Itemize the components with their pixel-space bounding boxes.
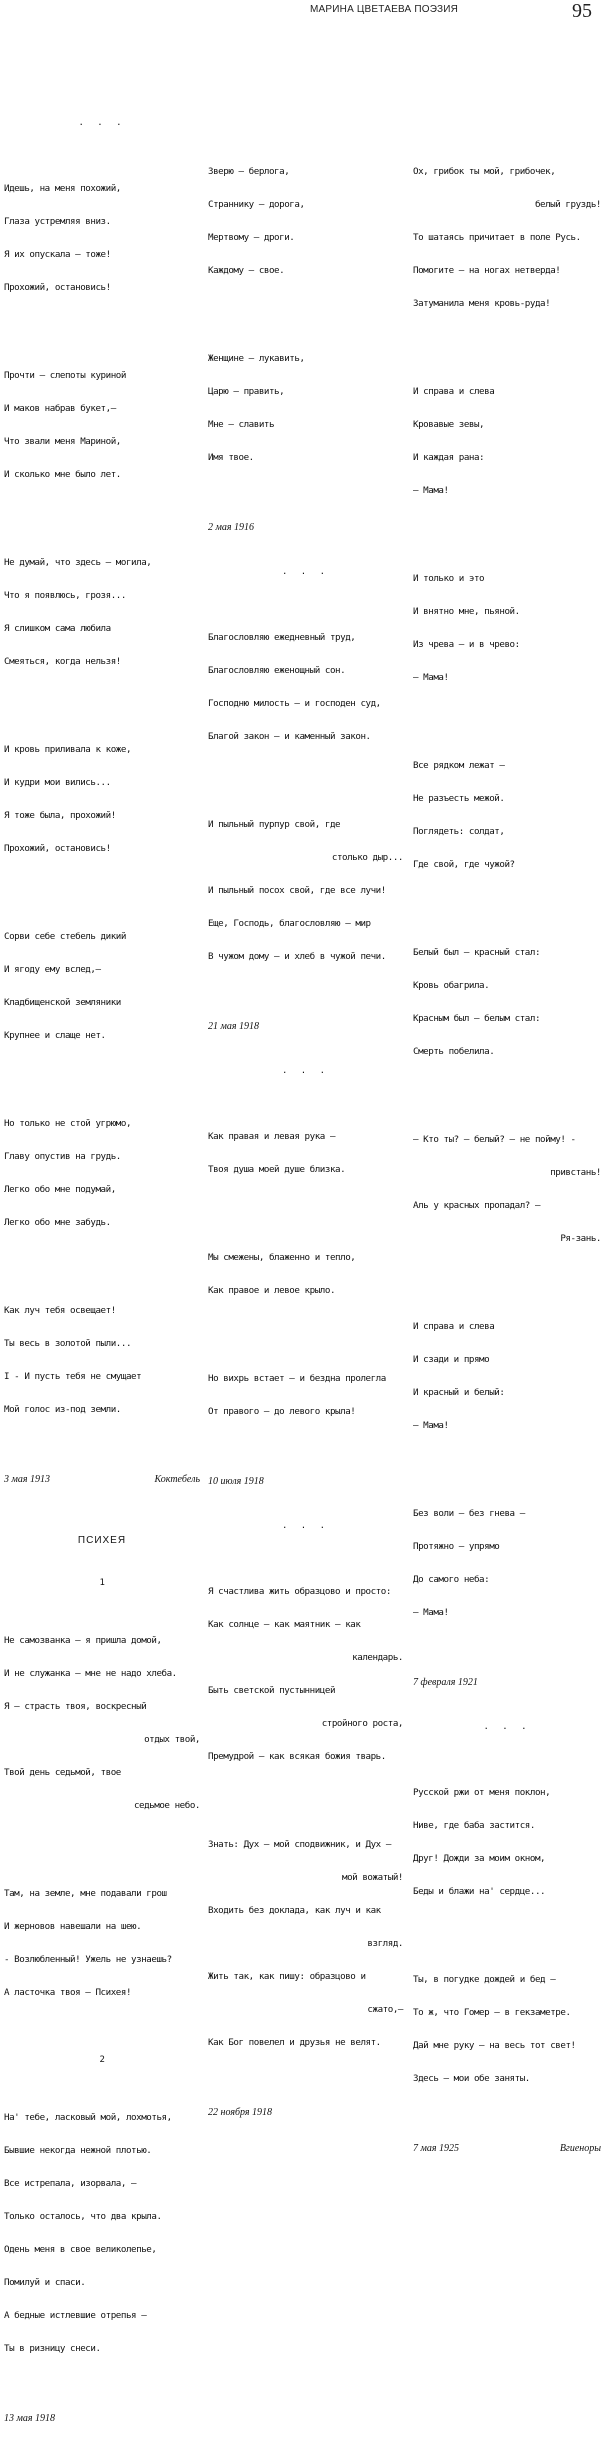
poem-line: То ж, что Гомер — в гекзаметре. (413, 2007, 571, 2018)
stanza (4, 1096, 200, 1250)
poem-line-continued: Ря-зань. (560, 1233, 601, 1244)
poem-line: И кудри мои вились... (4, 777, 111, 788)
poem-line-continued: седьмое небо. (133, 1800, 200, 1811)
poem-line: И кровь приливала к коже, (4, 744, 132, 755)
stanza (4, 348, 200, 502)
poem-line: И жерновов навешали на шею. (4, 1921, 142, 1932)
poem-line: Все истрепала, изорвала, — (4, 2178, 137, 2189)
poem-line: Твоя душа моей душе близка. (208, 1164, 346, 1175)
poem-dateline (413, 2143, 601, 2154)
poem-line-continued: белый груздь! (534, 199, 601, 210)
poem-line: Благословляю ежедневный труд, (208, 632, 356, 643)
poem-place: Вгиеноры (559, 2143, 601, 2154)
stanza (208, 1351, 403, 1439)
column-3 (413, 122, 601, 2177)
poem-line: — Мама! (413, 485, 449, 496)
column-2 (208, 122, 403, 2141)
poem-line: Русской ржи от меня поклон, (413, 1787, 551, 1798)
poem-line: То шатаясь причитает в поле Русь. (413, 232, 581, 243)
poem-date: 13 мая 1918 (4, 2413, 56, 2424)
poem-line: Благой закон — и каменный закон. (208, 731, 371, 742)
poem-line: Помогите — на ногах нетверда! (413, 265, 561, 276)
poem-line: Красным был — белым стал: (413, 1013, 541, 1024)
poem-line: От правого — до левого крыла! (208, 1406, 356, 1417)
poem-line: И не служанка — мне не надо хлеба. (4, 1668, 177, 1679)
poem-line: И сзади и прямо (413, 1354, 490, 1365)
stanza (413, 551, 601, 705)
poem-line: Смеяться, когда нельзя! (4, 656, 121, 667)
poem-line: Как солнце — как маятник — как (208, 1619, 361, 1630)
column-1 (4, 96, 200, 2447)
poem-line: Глаза устремляя вниз. (4, 216, 111, 227)
poem-line: Мой голос из-под земли. (4, 1404, 121, 1415)
poem-line-continued: взгляд. (367, 1938, 403, 1949)
poem-line: И пыльный пурпур свой, где (208, 819, 341, 830)
poem-line: Не думай, что здесь — могила, (4, 557, 152, 568)
stanza (208, 610, 403, 764)
poem-date: 22 ноября 1918 (208, 2107, 273, 2118)
poem-line: На' тебе, ласковый мой, лохмотья, (4, 2112, 172, 2123)
poem-line: Каждому — свое. (208, 265, 285, 276)
poem-line: Помилуй и спаси. (4, 2277, 86, 2288)
poem-line: Премудрой — как всякая божия тварь. (208, 1751, 386, 1762)
stanza (413, 1486, 601, 1640)
poem-line: Ты весь в золотой пыли... (4, 1338, 132, 1349)
poem-line: Благословляю еженощный сон. (208, 665, 346, 676)
poem-line: Аль у красных пропадал? — (413, 1200, 541, 1211)
poem-line-continued: календарь. (352, 1652, 403, 1663)
poem-line: Кровавые зевы, (413, 419, 485, 430)
poem-line: И маков набрав букет,— (4, 403, 116, 414)
poem-line: Мертвому — дроги. (208, 232, 295, 243)
stanza (4, 1866, 200, 2020)
poem-line: Легко обо мне подумай, (4, 1184, 116, 1195)
poem-line: Я тоже была, прохожий! (4, 810, 116, 821)
poem-title: ПСИХЕЯ (77, 1535, 127, 1546)
poem-line: Женщине — лукавить, (208, 353, 305, 364)
section-stars: . . . (281, 1521, 330, 1531)
poem-line: — Мама! (413, 1607, 449, 1618)
stanza (4, 909, 200, 1063)
poem-line: Быть светской пустынницей (208, 1685, 336, 1696)
poem-line: И справа и слева (413, 386, 495, 397)
poem-line: - Возлюбленный! Ужель не узнаешь? (4, 1954, 172, 1965)
poem-line-continued: привстань! (550, 1167, 601, 1178)
poem-line: Ох, грибок ты мой, грибочек, (413, 166, 556, 177)
part-number: 2 (99, 2055, 105, 2065)
poem-line: Входить без доклада, как луч и как (208, 1905, 381, 1916)
poem-line: Протяжно — упрямо (413, 1541, 500, 1552)
poem-dateline (208, 1021, 403, 1032)
poem-line: Не разъесть межой. (413, 793, 505, 804)
poem-line: Кладбищенской земляники (4, 997, 121, 1008)
stanza (4, 161, 200, 315)
poem-date: 21 мая 1918 (208, 1021, 260, 1032)
poem-line: Бывшие некогда нежной плотью. (4, 2145, 152, 2156)
stanza (413, 364, 601, 518)
poem-line: В чужом дому — и хлеб в чужой печи. (208, 951, 386, 962)
poem-line: Но вихрь встает — и бездна пролегла (208, 1373, 386, 1384)
poem-line: Страннику — дорога, (208, 199, 305, 210)
poem-date: 10 июля 1918 (208, 1476, 264, 1487)
poem-line: Друг! Дожди за моим окном, (413, 1853, 546, 1864)
poem-line: Еще, Господь, благословляю — мир (208, 918, 371, 929)
poem-line: Жить так, как пишу: образцово и (208, 1971, 366, 1982)
poem-line: Там, на земле, мне подавали грош (4, 1888, 167, 1899)
poem-line: И только и это (413, 573, 485, 584)
poem-line: Сорви себе стебель дикий (4, 931, 126, 942)
poem-date: 7 мая 1925 (413, 2143, 460, 2154)
poem-line: И сколько мне было лет. (4, 469, 121, 480)
poem-line: Не самозванка — я пришла домой, (4, 1635, 162, 1646)
poem-line: — Кто ты? — белый? — не пойму! - (413, 1134, 576, 1145)
stanza (4, 2090, 200, 2376)
poem-line: И внятно мне, пьяной. (413, 606, 520, 617)
poem-line-continued: столько дыр... (331, 852, 403, 863)
poem-line: Я счастлива жить образцово и просто: (208, 1586, 391, 1597)
poem-line: Затуманила меня кровь-руда! (413, 298, 551, 309)
poem-dateline (208, 2107, 403, 2118)
poem-line: Только осталось, что два крыла. (4, 2211, 162, 2222)
poem-line: Я слишком сама любила (4, 623, 111, 634)
section-stars: . . . (281, 567, 330, 577)
poem-line: Крупнее и слаще нет. (4, 1030, 106, 1041)
stanza (208, 797, 403, 984)
poem-line: Ты в ризницу снеси. (4, 2343, 101, 2354)
stanza (413, 144, 601, 331)
stanza (413, 925, 601, 1079)
poem-dateline (208, 1476, 403, 1487)
poem-line: И ягоду ему вслед,— (4, 964, 101, 975)
poem-line: А ласточка твоя — Психея! (4, 1987, 132, 1998)
stanza (4, 1613, 200, 1833)
poem-line: И красный и белый: (413, 1387, 505, 1398)
poem-line: Ниве, где баба застится. (413, 1820, 535, 1831)
stanza (208, 1230, 403, 1318)
poem-place: Коктебель (154, 1474, 200, 1485)
poem-line: Как правая и левая рука — (208, 1131, 336, 1142)
stanza (4, 535, 200, 689)
poem-date: 3 мая 1913 (4, 1474, 51, 1485)
poem-line: Как Бог повелел и друзья не велят. (208, 2037, 381, 2048)
poem-line-continued: сжато,— (367, 2004, 403, 2015)
poem-line: Мне — славить (208, 419, 275, 430)
poem-line: Знать: Дух — мой сподвижник, и Дух — (208, 1839, 391, 1850)
poem-line-continued: мой вожатый! (342, 1872, 403, 1883)
poem-line: Господню милость — и господен суд, (208, 698, 381, 709)
poem-line: I - И пусть тебя не смущает (4, 1371, 142, 1382)
stanza (413, 1112, 601, 1266)
poem-line: Главу опустив на грудь. (4, 1151, 121, 1162)
poem-line: Что я появлюсь, грозя... (4, 590, 126, 601)
poem-line: Смерть побелила. (413, 1046, 495, 1057)
poem-line: — Мама! (413, 1420, 449, 1431)
poem-line: И справа и слева (413, 1321, 495, 1332)
stanza (4, 1283, 200, 1437)
poem-line: Дай мне руку — на весь тот свет! (413, 2040, 576, 2051)
poem-line: Из чрева — и в чрево: (413, 639, 520, 650)
poem-line: Прочти — слепоты куриной (4, 370, 126, 381)
section-stars: . . . (78, 118, 126, 128)
poem-line: Белый был — красный стал: (413, 947, 541, 958)
section-stars: . . . (483, 1722, 531, 1732)
page-number: 95 (572, 0, 592, 22)
stanza (4, 722, 200, 876)
stanza (413, 1299, 601, 1453)
poem-line: Прохожий, остановись! (4, 843, 111, 854)
poem-dateline (413, 1677, 601, 1688)
poem-date: 2 мая 1916 (208, 522, 255, 533)
poem-line: Прохожий, остановись! (4, 282, 111, 293)
poem-line-continued: стройного роста, (321, 1718, 403, 1729)
poem-dateline (4, 2413, 200, 2424)
poem-line: Что звали меня Мариной, (4, 436, 121, 447)
poem-line: Поглядеть: солдат, (413, 826, 505, 837)
poem-line: Без воли — без гнева — (413, 1508, 525, 1519)
poem-line: И каждая рана: (413, 452, 485, 463)
stanza (208, 1564, 403, 1784)
poem-date: 7 февраля 1921 (413, 1677, 478, 1688)
poem-line-continued: отдых твой, (144, 1734, 200, 1745)
poem-line: А бедные истлевшие отрепья — (4, 2310, 147, 2321)
stanza (208, 144, 403, 298)
poem-line: — Мама! (413, 672, 449, 683)
stanza (208, 331, 403, 485)
poem-line: Я их опускала — тоже! (4, 249, 111, 260)
poem-line: Кровь обагрила. (413, 980, 490, 991)
poem-line: Зверю — берлога, (208, 166, 290, 177)
poem-line: Мы смежены, блаженно и тепло, (208, 1252, 356, 1263)
poem-line: Царю — править, (208, 386, 285, 397)
poem-line: Ты, в погудке дождей и бед — (413, 1974, 556, 1985)
poem-dateline (208, 522, 403, 533)
part-number: 1 (99, 1578, 105, 1588)
poem-line: Легко обо мне забудь. (4, 1217, 111, 1228)
stanza (413, 1765, 601, 1919)
stanza (413, 738, 601, 892)
poem-line: Твой день седьмой, твое (4, 1767, 121, 1778)
poem-line: Беды и блажи на' сердце... (413, 1886, 546, 1897)
poem-line: Здесь — мои обе заняты. (413, 2073, 530, 2084)
poem-line: Но только не стой угрюмо, (4, 1118, 132, 1129)
poem-line: Идешь, на меня похожий, (4, 183, 121, 194)
poem-line: Как правое и левое крыло. (208, 1285, 336, 1296)
poem-line: Как луч тебя освещает! (4, 1305, 116, 1316)
stanza (208, 1109, 403, 1197)
section-stars: . . . (281, 1066, 330, 1076)
stanza (208, 1817, 403, 2070)
poem-line: Где свой, где чужой? (413, 859, 515, 870)
running-header: МАРИНА ЦВЕТАЕВА ПОЭЗИЯ (310, 4, 459, 15)
poem-dateline (4, 1474, 200, 1485)
poem-line: Одень меня в свое великолепье, (4, 2244, 157, 2255)
poem-line: Все рядком лежат — (413, 760, 505, 771)
poem-line: Имя твое. (208, 452, 254, 463)
stanza (413, 1952, 601, 2106)
poem-line: Я — страсть твоя, воскресный (4, 1701, 147, 1712)
poem-line: И пыльный посох свой, где все лучи! (208, 885, 386, 896)
poem-line: До самого неба: (413, 1574, 490, 1585)
